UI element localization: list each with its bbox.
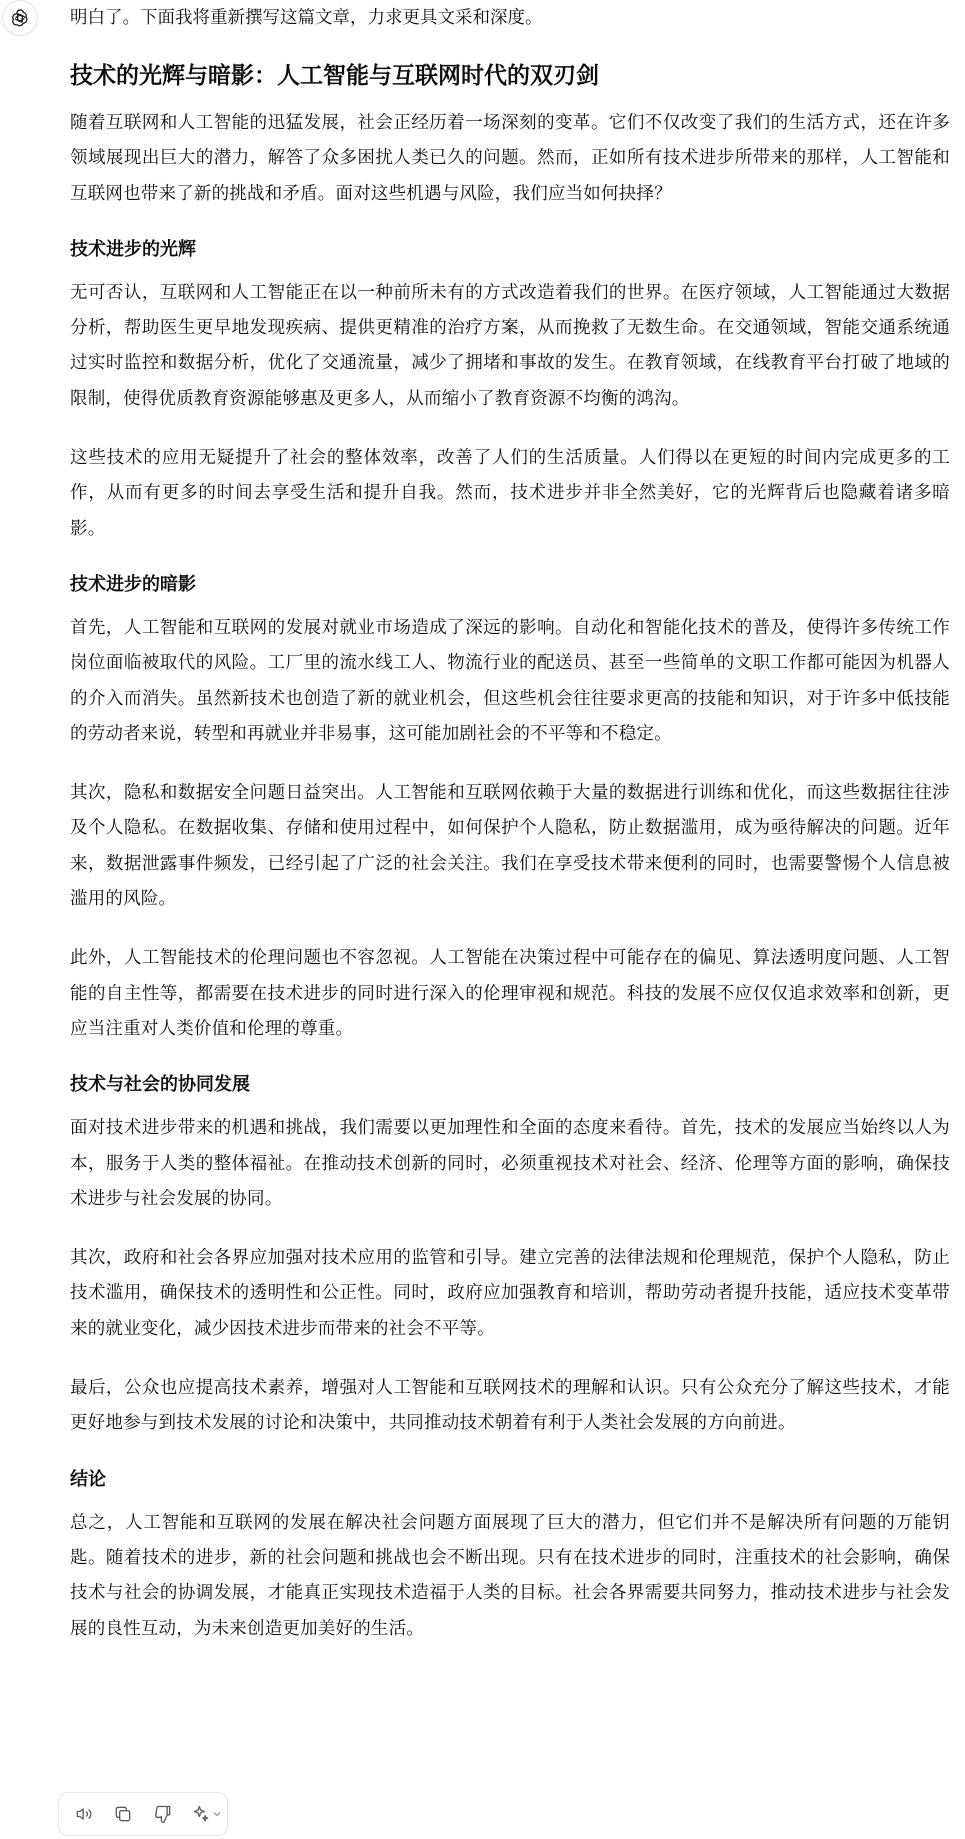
read-aloud-icon (74, 1804, 94, 1824)
section-title-bright: 技术进步的光辉 (70, 238, 196, 260)
section-title-dark: 技术进步的暗影 (70, 573, 196, 595)
assistant-avatar (2, 0, 38, 36)
paragraph: 其次，隐私和数据安全问题日益突出。人工智能和互联网依赖于大量的数据进行训练和优化，而这些数据往往涉及个人隐私。在数据收集、存储和使用过程中，如何保护个人隐私，防止数据滥用，成为亟待解决的问题。近年来，数据泄露事件频发，已经引起了广泛的社会关注。我们在享受技术带来便利的同时，也需要警惕个人信息被滥用的风险。 (70, 783, 950, 910)
chevron-down-icon (211, 1808, 223, 1820)
copy-icon (113, 1804, 133, 1824)
article-title: 技术的光辉与暗影：人工智能与互联网时代的双刃剑 (70, 63, 599, 89)
intro-paragraph: 随着互联网和人工智能的迅猛发展，社会正经历着一场深刻的变革。它们不仅改变了我们的生活方式，还在许多领域展现出巨大的潜力，解答了众多困扰人类已久的问题。然而，正如所有技术进步所带来的那样，人工智能和互联网也带来了新的挑战和矛盾。面对这些机遇与风险，我们应当如何抉择？ (70, 113, 950, 204)
section-title-synergy: 技术与社会的协同发展 (70, 1074, 250, 1096)
regenerate-button[interactable] (188, 1799, 227, 1829)
message-actions-bar (58, 1792, 228, 1836)
paragraph: 最后，公众也应提高技术素养，增强对人工智能和互联网技术的理解和认识。只有公众充分了解这些技术，才能更好地参与到技术发展的讨论和决策中，共同推动技术朝着有利于人类社会发展的方向前进。 (70, 1378, 950, 1434)
paragraph: 其次，政府和社会各界应加强对技术应用的监管和引导。建立完善的法律法规和伦理规范，保护个人隐私，防止技术滥用，确保技术的透明性和公正性。同时，政府应加强教育和培训，帮助劳动者提升技能，适应技术变革带来的就业变化，减少因技术进步而带来的社会不平等。 (70, 1248, 950, 1339)
section-title-conclusion: 结论 (70, 1468, 106, 1490)
paragraph: 面对技术进步带来的机遇和挑战，我们需要以更加理性和全面的态度来看待。首先，技术的发展应当始终以人为本，服务于人类的整体福祉。在推动技术创新的同时，必须重视技术对社会、经济、伦理等方面的影响，确保技术进步与社会发展的协同。 (70, 1118, 950, 1209)
paragraph: 这些技术的应用无疑提升了社会的整体效率，改善了人们的生活质量。人们得以在更短的时间内完成更多的工作，从而有更多的时间去享受生活和提升自我。然而，技术进步并非全然美好，它的光辉背后也隐藏着诸多暗影。 (70, 448, 950, 539)
assistant-message (70, 0, 950, 1671)
thumbs-down-icon (153, 1804, 173, 1824)
read-aloud-button[interactable] (69, 1799, 99, 1829)
regenerate-icon (191, 1804, 211, 1824)
paragraph: 总之，人工智能和互联网的发展在解决社会问题方面展现了巨大的潜力，但它们并不是解决所有问题的万能钥匙。随着技术的进步，新的社会问题和挑战也会不断出现。只有在技术进步的同时，注重技术的社会影响，确保技术与社会的协调发展，才能真正实现技术造福于人类的目标。社会各界需要共同努力，推动技术进步与社会发展的良性互动，为未来创造更加美好的生活。 (70, 1512, 950, 1639)
copy-button[interactable] (109, 1799, 139, 1829)
paragraph: 首先，人工智能和互联网的发展对就业市场造成了深远的影响。自动化和智能化技术的普及，使得许多传统工作岗位面临被取代的风险。工厂里的流水线工人、物流行业的配送员、甚至一些简单的文职工作都可能因为机器人的介入而消失。虽然新技术也创造了新的就业机会，但这些机会往往要求更高的技能和知识，对于许多中低技能的劳动者来说，转型和再就业并非易事，这可能加剧社会的不平等和不稳定。 (70, 617, 950, 744)
thumbs-down-button[interactable] (148, 1799, 178, 1829)
paragraph: 此外，人工智能技术的伦理问题也不容忽视。人工智能在决策过程中可能存在的偏见、算法透明度问题、人工智能的自主性等，都需要在技术进步的同时进行深入的伦理审视和规范。科技的发展不应仅仅追求效率和创新，更应当注重对人类价值和伦理的尊重。 (70, 948, 950, 1039)
openai-logo-icon (9, 7, 31, 29)
paragraph: 无可否认，互联网和人工智能正在以一种前所未有的方式改造着我们的世界。在医疗领域，人工智能通过大数据分析，帮助医生更早地发现疾病、提供更精准的治疗方案，从而挽救了无数生命。在交通领域，智能交通系统通过实时监控和数据分析，优化了交通流量，减少了拥堵和事故的发生。在教育领域，在线教育平台打破了地域的限制，使得优质教育资源能够惠及更多人，从而缩小了教育资源不均衡的鸿沟。 (70, 282, 950, 409)
message-intro: 明白了。下面我将重新撰写这篇文章，力求更具文采和深度。 (70, 8, 543, 28)
